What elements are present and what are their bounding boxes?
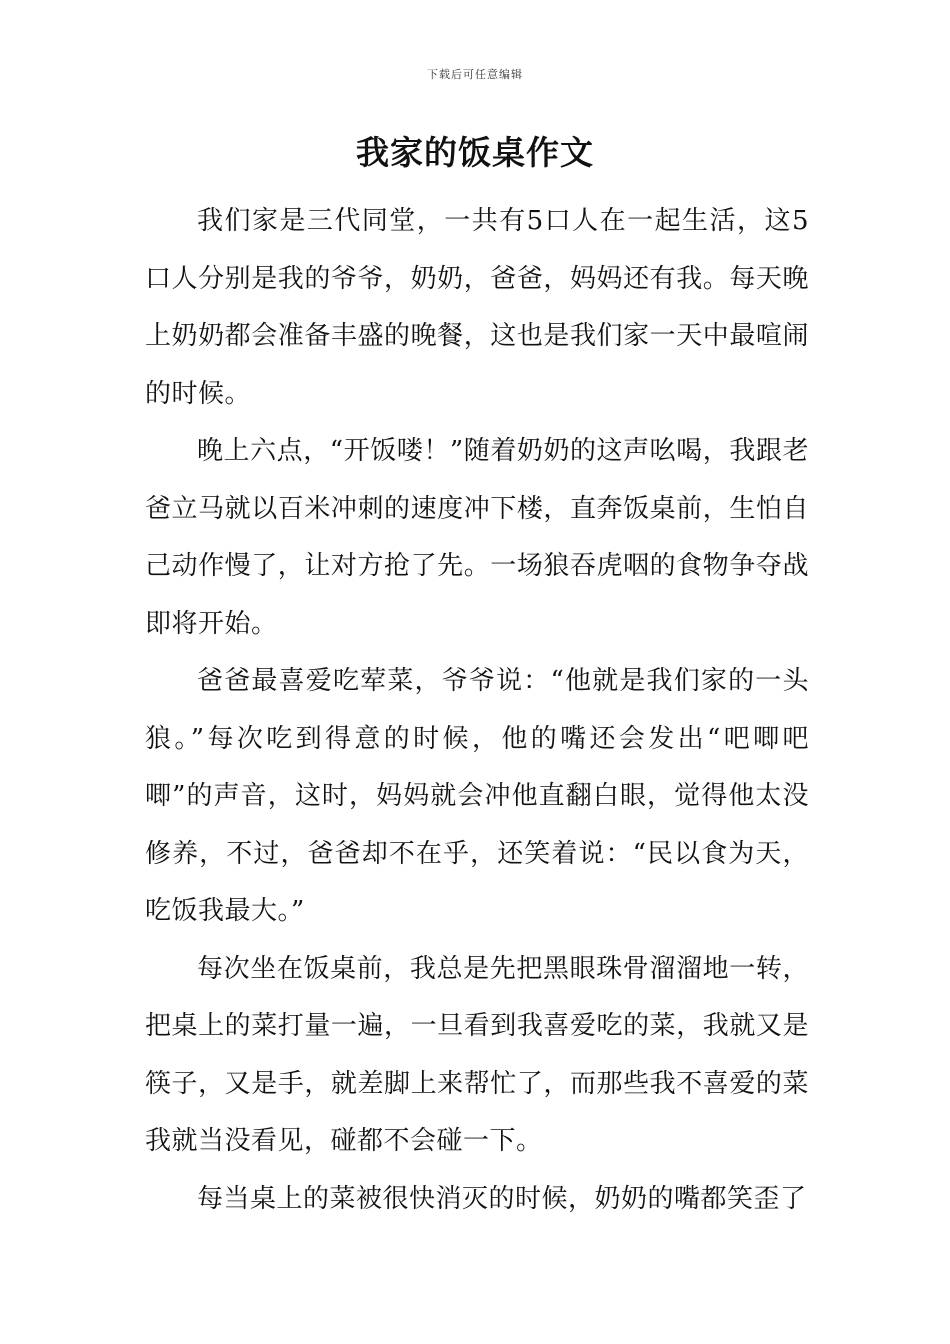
paragraph: 晚上六点，“开饭喽！”随着奶奶的这声吆喝，我跟老爸立马就以百米冲刺的速度冲下楼，直奔饭桌前，生怕自己动作慢了，让对方抢了先。一场狼吞虎咽的食物争夺战即将开始。 [145, 436, 809, 639]
document-body [145, 193, 809, 1228]
document-title: 我家的饭桌作文 [356, 133, 594, 172]
paragraph: 爸爸最喜爱吃荤菜，爷爷说：“他就是我们家的一头狼。”每次吃到得意的时候，他的嘴还会发出“吧唧吧唧”的声音，这时，妈妈就会冲他直翻白眼，觉得他太没修养，不过，爸爸却不在乎，还笑着说：“民以食为天，吃饭我最大。” [145, 666, 809, 926]
header-note: 下载后可任意编辑 [427, 68, 523, 81]
paragraph: 我们家是三代同堂，一共有5口人在一起生活，这5口人分别是我的爷爷，奶奶，爸爸，妈妈还有我。每天晚上奶奶都会准备丰盛的晚餐，这也是我们家一天中最喧闹的时候。 [145, 206, 809, 409]
paragraph: 每次坐在饭桌前，我总是先把黑眼珠骨溜溜地一转，把桌上的菜打量一遍，一旦看到我喜爱吃的菜，我就又是筷子，又是手，就差脚上来帮忙了，而那些我不喜爱的菜我就当没看见，碰都不会碰一下。 [145, 953, 809, 1156]
paragraph: 每当桌上的菜被很快消灭的时候，奶奶的嘴都笑歪了 [197, 1183, 807, 1214]
